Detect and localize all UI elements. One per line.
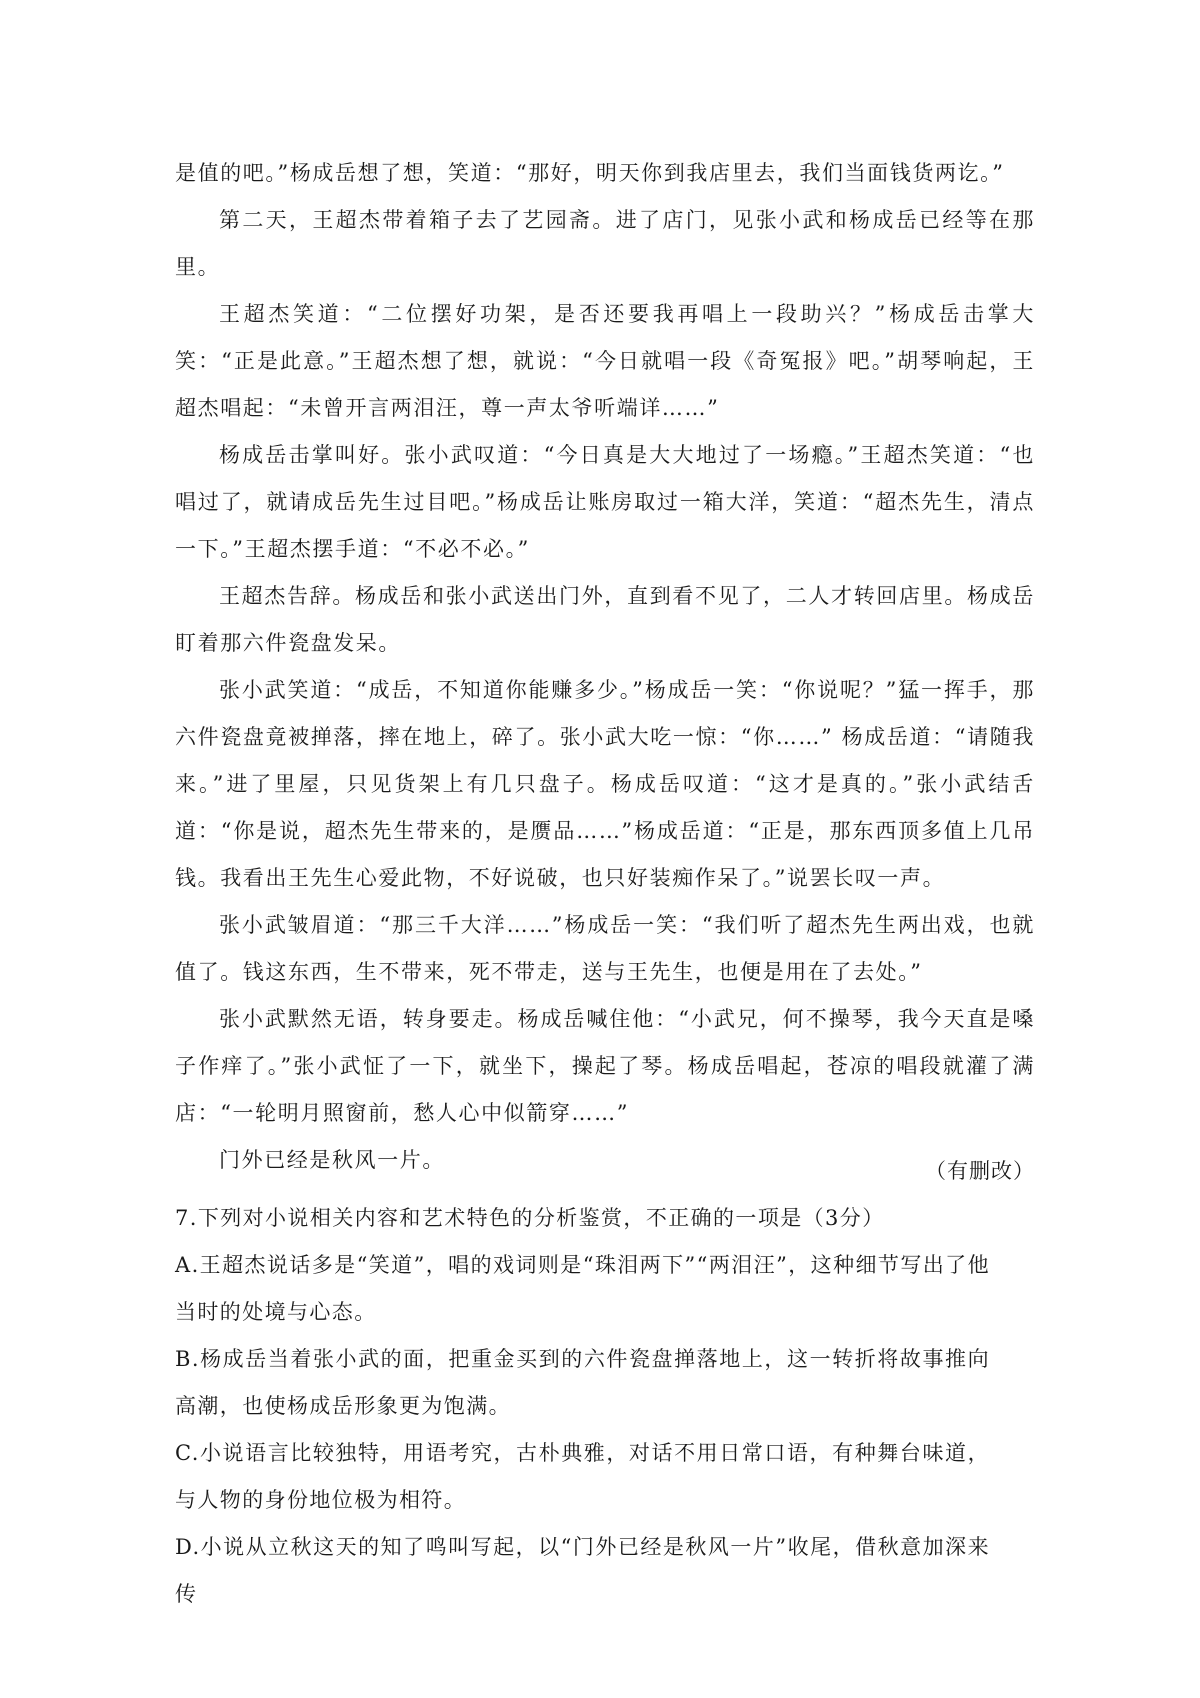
story-paragraph: 第二天，王超杰带着箱子去了艺园斋。进了店门，见张小武和杨成岳已经等在那里。 [175, 208, 1035, 279]
question-option-c: C.小说语言比较独特，用语考究，古朴典雅，对话不用日常口语，有种舞台味道，与人物的身份地位极为相符。 [175, 1441, 990, 1512]
story-paragraph: 门外已经是秋风一片。 [219, 1148, 445, 1172]
source-note: （有删改） [925, 1159, 1035, 1183]
story-text [175, 150, 1035, 1184]
story-paragraph: 是值的吧。”杨成岳想了想，笑道：“那好，明天你到我店里去，我们当面钱货两讫。” [175, 161, 1005, 185]
story-paragraph: 张小武笑道：“成岳，不知道你能赚多少。”杨成岳一笑：“你说呢？”猛一挥手，那六件瓷盘竟被掸落，摔在地上，碎了。张小武大吃一惊：“你……” 杨成岳道：“请随我来。”进了里屋，只见货架上有几只盘子。杨成岳叹道：“这才是真的。”张小武结舌道：“你是说，超杰先生带来的，是赝品……”杨成岳道：“正是，那东西顶多值上几吊钱。我看出王先生心爱此物，不好说破，也只好装痴作呆了。”说罢长叹一声。 [175, 678, 1035, 890]
story-paragraph: 张小武皱眉道：“那三千大洋……”杨成岳一笑：“我们听了超杰先生两出戏，也就值了。钱这东西，生不带来，死不带走，送与王先生，也便是用在了去处。” [175, 913, 1035, 984]
question-stem: 7.下列对小说相关内容和艺术特色的分析鉴赏，不正确的一项是（3分） [175, 1206, 885, 1230]
story-paragraph: 王超杰笑道：“二位摆好功架，是否还要我再唱上一段助兴？”杨成岳击掌大笑：“正是此意。”王超杰想了想，就说：“今日就唱一段《奇冤报》吧。”胡琴响起，王超杰唱起：“未曾开言两泪汪，尊一声太爷听端详……” [175, 302, 1035, 420]
question-option-a: A.王超杰说话多是“笑道”，唱的戏词则是“珠泪两下”“两泪汪”，这种细节写出了他当时的处境与心态。 [175, 1253, 990, 1324]
question-option-b: B.杨成岳当着张小武的面，把重金买到的六件瓷盘掸落地上，这一转折将故事推向高潮，也使杨成岳形象更为饱满。 [175, 1347, 990, 1418]
question-block [175, 1195, 990, 1618]
question-option-d: D.小说从立秋这天的知了鸣叫写起，以“门外已经是秋风一片”收尾，借秋意加深来传 [175, 1535, 990, 1606]
story-paragraph: 王超杰告辞。杨成岳和张小武送出门外，直到看不见了，二人才转回店里。杨成岳盯着那六件瓷盘发呆。 [175, 584, 1035, 655]
story-paragraph: 张小武默然无语，转身要走。杨成岳喊住他：“小武兄，何不操琴，我今天直是嗓子作痒了。”张小武怔了一下，就坐下，操起了琴。杨成岳唱起，苍凉的唱段就灌了满店：“一轮明月照窗前，愁人心中似箭穿……” [175, 1007, 1035, 1125]
story-paragraph: 杨成岳击掌叫好。张小武叹道：“今日真是大大地过了一场瘾。”王超杰笑道：“也唱过了，就请成岳先生过目吧。”杨成岳让账房取过一箱大洋，笑道：“超杰先生，清点一下。”王超杰摆手道：“不必不必。” [175, 443, 1035, 561]
